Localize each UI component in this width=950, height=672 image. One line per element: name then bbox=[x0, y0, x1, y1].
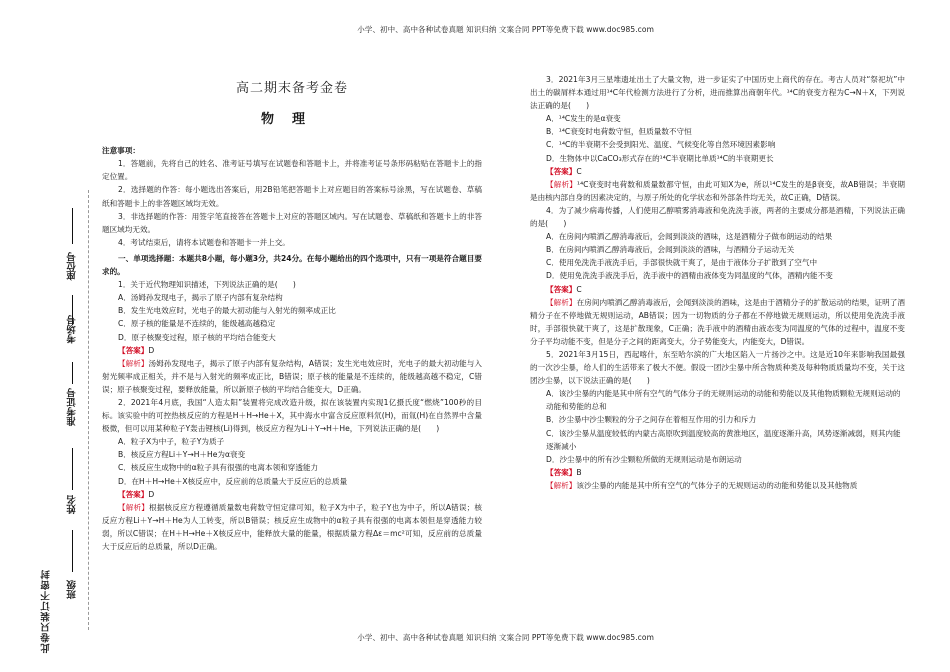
exam-subject: 物理 bbox=[260, 112, 323, 128]
q3-option-c: C．¹⁴C的半衰期不会受到阳光、温度、气候变化等自然环境因素影响 bbox=[546, 140, 776, 150]
analysis-tag: 【解析】 bbox=[546, 480, 577, 490]
q2-option-c: C．核反应生成物中的α粒子具有很强的电离本领和穿透能力 bbox=[118, 463, 319, 473]
q1-option-a: A．汤姆孙发现电子，揭示了原子内部有复杂结构 bbox=[118, 293, 283, 303]
ticket-label: 准考证号 bbox=[67, 388, 78, 426]
class-line bbox=[72, 530, 73, 572]
notice-item: 1．答题前，先将自己的姓名、准考证号填写在试题卷和答题卡上，并将准考证号条形码粘贴在答题卡上的指定位置。 bbox=[102, 159, 482, 182]
q5-option-a: A．该沙尘暴的内能是其中所有空气的气体分子的无规则运动的动能和势能以及其他物质颗粒无规则运动的动能和势能的总和 bbox=[546, 389, 901, 412]
q1-option-d: D．原子核聚变过程，原子核的平均结合能变大 bbox=[118, 332, 276, 342]
q5-option-d: D．沙尘暴中的所有沙尘颗粒所做的无规则运动是布朗运动 bbox=[546, 454, 742, 464]
q4-option-c: C．使用免洗洗手液洗手后，手部很快就干爽了，是由于液体分子扩散到了空气中 bbox=[546, 258, 818, 268]
q3-analysis bbox=[530, 178, 905, 204]
notice-item: 3．非选择题的作答：用签字笔直接答在答题卡上对应的答题区域内。写在试题卷、草稿纸和答题卡上的非答题区域均无效。 bbox=[102, 211, 482, 234]
exam-title: 高二期末备考金卷 bbox=[235, 81, 348, 96]
notice-item: 4．考试结束后，请将本试题卷和答题卡一并上交。 bbox=[118, 237, 290, 247]
q4-answer bbox=[530, 283, 905, 296]
q2-stem: 2．2021年4月底，我国“人造太阳”装置将完成改造升级，拟在该装置内实现1亿摄氏度“燃烧”100秒的目标。该实验中的可控热核反应的方程是H＋H→He＋X，其中海水中富含反应原料氘(H)，而氚(H)在自然界中含量极微，但可以用某种粒子Y轰击锂核(Li)得到，核反应方程为Li＋Y→H＋He，下列说法正确的是( ) bbox=[102, 397, 482, 434]
seat-line bbox=[72, 208, 73, 244]
right-column bbox=[530, 73, 905, 492]
q5-option-b: B．沙尘暴中沙尘颗粒的分子之间存在着相互作用的引力和斥力 bbox=[546, 415, 757, 425]
q1-analysis bbox=[102, 357, 482, 396]
q5-answer bbox=[530, 466, 905, 479]
dashed-cut-line bbox=[88, 190, 89, 630]
q2-analysis bbox=[102, 501, 482, 553]
footer-note: 小学、初中、高中各种试卷真题 知识归纳 文案合同 PPT等免费下载 www.doc985.com bbox=[357, 633, 654, 642]
ticket-line bbox=[72, 362, 73, 384]
q1-option-b: B．发生光电效应时，光电子的最大初动能与入射光的频率成正比 bbox=[118, 306, 336, 316]
header-note: 小学、初中、高中各种试卷真题 知识归纳 文案合同 PPT等免费下载 www.doc985.com bbox=[357, 25, 654, 34]
q3-answer bbox=[530, 165, 905, 178]
answer-value: D bbox=[148, 345, 155, 355]
notice-item: 2．选择题的作答：每小题选出答案后，用2B铅笔把答题卡上对应题目的答案标号涂黑，写在试题卷、草稿纸和答题卡上的非答题区域均无效。 bbox=[102, 185, 482, 208]
analysis-tag: 【解析】 bbox=[118, 502, 149, 512]
analysis-text: ¹⁴C衰变时电荷数和质量数都守恒，由此可知X为e，所以¹⁴C发生的是β衰变，故AB错误；半衰期是由核内部自身的因素决定的，与原子所处的化学状态和外部条件均无关，故C正确，D错误。 bbox=[530, 179, 905, 202]
answer-tag: 【答案】 bbox=[546, 284, 577, 294]
q2-option-b: B．核反应方程Li＋Y→H＋He为α衰变 bbox=[118, 450, 246, 460]
binding-margin bbox=[58, 190, 98, 650]
answer-value: C bbox=[576, 284, 582, 294]
seat-label: 座位号 bbox=[67, 252, 78, 281]
q5-option-c: C．该沙尘暴从温度较低的内蒙古高原吹到温度较高的黄淮地区，温度逐渐升高，风势逐渐减弱，则其内能逐渐减小 bbox=[546, 428, 901, 451]
left-column bbox=[102, 78, 482, 553]
q3-option-b: B．¹⁴C衰变时电荷数守恒，但质量数不守恒 bbox=[546, 127, 692, 137]
q2-answer bbox=[102, 488, 482, 501]
q4-option-d: D．使用免洗洗手液洗手后，洗手液中的酒精由液体变为同温度的气体，酒精内能不变 bbox=[546, 271, 833, 281]
answer-tag: 【答案】 bbox=[546, 166, 577, 176]
q5-stem: 5．2021年3月15日，西起喀什，东至哈尔滨的广大地区陷入一片扬沙之中。这是近10年来影响我国最强的一次沙尘暴，给人们的生活带来了极大不便。假设一团沙尘暴中所含物质种类及每种物质质量均不变，关于这团沙尘暴，以下说法正确的是( ) bbox=[530, 349, 905, 386]
q4-option-a: A．在房间内喷洒乙醇消毒液后，会闻到淡淡的酒味，这是酒精分子做布朗运动的结果 bbox=[546, 232, 833, 242]
q1-answer bbox=[102, 344, 482, 357]
answer-tag: 【答案】 bbox=[118, 345, 149, 355]
analysis-tag: 【解析】 bbox=[118, 358, 149, 368]
q4-option-b: B．在房间内喷洒乙醇消毒液后，会闻到淡淡的酒味，与酒精分子运动无关 bbox=[546, 245, 795, 255]
q3-option-d: D．生物体中以CaCO₃形式存在的¹⁴C半衰期比单质¹⁴C的半衰期更长 bbox=[546, 153, 774, 163]
fold-text: 此卷只装订不密封 bbox=[41, 569, 52, 653]
analysis-tag: 【解析】 bbox=[546, 179, 578, 189]
name-line bbox=[72, 448, 73, 490]
q3-option-a: A．¹⁴C发生的是α衰变 bbox=[546, 114, 621, 124]
analysis-text: 汤姆孙发现电子，揭示了原子内部有复杂结构，A错误；发生光电效应时，光电子的最大初动能与入射光频率成正相关，并不是与入射光的频率成正比，B错误；原子核的能量是不连续的，能级越高越不稳定，C错误；原子核聚变过程，要释放能量，所以新原子核的平均结合能变大，D正确。 bbox=[102, 358, 482, 394]
answer-tag: 【答案】 bbox=[118, 489, 149, 499]
q1-option-c: C．原子核的能量是不连续的，能级越高越稳定 bbox=[118, 319, 276, 329]
analysis-text: 根据核反应方程遵循质量数电荷数守恒定律可知，粒子X为中子，粒子Y也为中子，所以A错误；核反应方程Li＋Y→H＋He为人工转变，所以B错误；核反应生成物中的α粒子具有很强的电离本领但是穿透能力较弱，所以C错误；在H＋H→He＋X核反应中，能释放大量的能量，根据质量方程Δε＝mc²可知，反应前的总质量大于反应后的总质量，所以D正确。 bbox=[102, 502, 483, 551]
q4-analysis bbox=[530, 296, 905, 348]
analysis-text: 该沙尘暴的内能是其中所有空气的气体分子的无规则运动的动能和势能以及其他物质 bbox=[576, 480, 858, 490]
q2-option-d: D．在H＋H→He＋X核反应中，反应前的总质量大于反应后的总质量 bbox=[118, 476, 348, 486]
answer-value: D bbox=[148, 489, 155, 499]
name-label: 姓名 bbox=[67, 495, 78, 514]
analysis-text: 在房间内喷洒乙醇消毒液后，会闻到淡淡的酒味，这是由于酒精分子的扩散运动的结果，证明了酒精分子在不停地做无规则运动，AB错误；因为一切物质的分子都在不停地做无规则运动，所以使用免洗洗手液时，手部很快就干爽了，这是扩散现象，C正确；洗手液中的酒精由液态变为同温度的气体的过程中，温度不变分子平均动能不变，但是分子之间的距离变大，分子势能变大，内能变大，D错误。 bbox=[530, 297, 906, 346]
class-label: 班级 bbox=[67, 580, 78, 599]
q3-stem: 3．2021年3月三星堆遗址出土了大量文物，进一步证实了中国历史上商代的存在。考古人员对“祭祀坑”中出土的碳屑样本通过用¹⁴C年代检测方法进行了分析，进而推算出商朝年代。¹⁴C的衰变方程为C→N＋X，下列说法正确的是( ) bbox=[530, 75, 905, 111]
q1-stem: 1．关于近代物理知识描述，下列说法正确的是( ) bbox=[118, 280, 296, 290]
answer-value: C bbox=[576, 166, 582, 176]
notice-heading: 注意事项： bbox=[102, 146, 140, 156]
q5-analysis bbox=[530, 479, 905, 492]
answer-tag: 【答案】 bbox=[546, 467, 577, 477]
q4-stem: 4．为了减少病毒传播，人们使用乙醇喷雾消毒液和免洗洗手液，两者的主要成分都是酒精，下列说法正确的是( ) bbox=[530, 205, 905, 229]
analysis-tag: 【解析】 bbox=[546, 297, 577, 307]
q2-option-a: A．粒子X为中子，粒子Y为质子 bbox=[118, 437, 225, 447]
exam-room-label: 考场号 bbox=[67, 315, 78, 344]
section-heading: 一、单项选择题：本题共8小题，每小题3分，共24分。在每小题给出的四个选项中，只有一项是符合题目要求的。 bbox=[102, 253, 482, 277]
answer-value: B bbox=[576, 467, 582, 477]
